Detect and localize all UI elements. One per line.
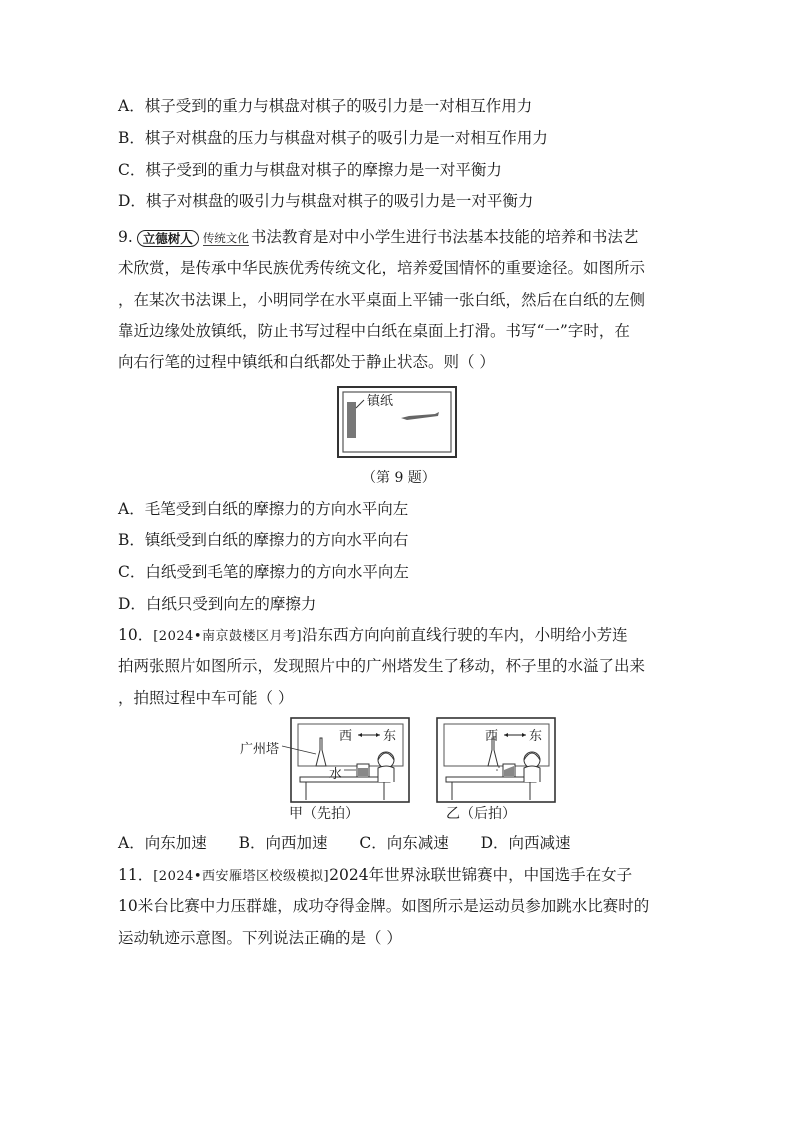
q9-figure-drawing — [337, 386, 457, 458]
q8-option-d: D．棋子对棋盘的吸引力与棋盘对棋子的吸引力是一对平衡力 — [118, 192, 534, 210]
q9-figure — [337, 386, 457, 458]
q10-figure — [240, 716, 560, 806]
q9-figure-caption: （第 9 题） — [362, 470, 436, 486]
q9-option-a: A．毛笔受到白纸的摩擦力的方向水平向左 — [118, 500, 409, 518]
q8-option-b: B．棋子对棋盘的压力与棋盘对棋子的吸引力是一对相互作用力 — [118, 129, 548, 147]
q11-stem-line-3: 运动轨迹示意图。下列说法正确的是（ ） — [118, 929, 402, 947]
q10-caption-left: 甲（先拍） — [289, 806, 359, 822]
q11-number: 11． — [118, 866, 154, 884]
q8-option-a: A．棋子受到的重力与棋盘对棋子的吸引力是一对相互作用力 — [118, 97, 533, 115]
q10-caption-right: 乙（后拍） — [446, 806, 516, 822]
q9-stem-text-1: 书法教育是对中小学生进行书法基本技能的培养和书法艺 — [250, 228, 639, 246]
q10-water-label: 水 — [329, 767, 343, 782]
q10-stem-line-1 — [118, 625, 628, 647]
q9-option-d: D．白纸只受到向左的摩擦力 — [118, 595, 317, 613]
q10-east-label-right: 东 — [529, 729, 543, 744]
q10-option-a: A．向东加速 — [118, 834, 207, 852]
q9-stem-line-2: 术欣赏，是传承中华民族优秀传统文化，培养爱国情怀的重要途径。如图所示 — [118, 259, 646, 277]
paperweight-shape — [347, 402, 356, 438]
q9-stem-line-1 — [118, 227, 638, 247]
q9-badge-main: 立德树人 — [137, 230, 199, 247]
q10-option-b: B．向西加速 — [238, 834, 328, 852]
q11-source-tag: [2024•西安雁塔区校级模拟] — [153, 869, 330, 884]
q11-stem-text-1: 2024年世界泳联世锦赛中，中国选手在女子 — [329, 866, 633, 884]
q9-figure-label: 镇纸 — [367, 394, 394, 409]
q11-stem-line-2: 10米台比赛中力压群雄，成功夺得金牌。如图所示是运动员参加跳水比赛时的 — [118, 897, 650, 915]
q11-stem-line-1 — [118, 865, 632, 887]
q10-east-label-left: 东 — [383, 729, 397, 744]
q9-stem-line-3: ，在某次书法课上，小明同学在水平桌面上平铺一张白纸，然后在白纸的左侧 — [118, 291, 646, 309]
q9-badge-sub: 传统文化 — [202, 230, 249, 245]
q9-option-c: C．白纸受到毛笔的摩擦力的方向水平向左 — [118, 563, 409, 581]
q10-stem-text-1: 沿东西方向向前直线行驶的车内，小明给小芳连 — [302, 626, 628, 644]
q10-option-d: D．向西减速 — [480, 834, 571, 852]
q9-stem-line-5: 向右行笔的过程中镇纸和白纸都处于静止状态。则（ ） — [118, 353, 495, 371]
q10-number: 10． — [118, 626, 154, 644]
q10-option-c: C．向东减速 — [359, 834, 449, 852]
q8-option-c: C．棋子受到的重力与棋盘对棋子的摩擦力是一对平衡力 — [118, 161, 502, 179]
q10-west-label-right: 西 — [485, 729, 499, 744]
q10-west-label-left: 西 — [339, 729, 353, 744]
q10-tower-label: 广州塔 — [240, 742, 280, 757]
q10-figure-drawing — [240, 716, 560, 806]
q9-badge — [137, 229, 249, 247]
q10-stem-line-2: 拍两张照片如图所示，发现照片中的广州塔发生了移动，杯子里的水溢了出来 — [118, 657, 646, 675]
q9-stem-line-4: 靠近边缘处放镇纸，防止书写过程中白纸在桌面上打滑。书写“一”字时，在 — [118, 322, 630, 340]
q10-stem-line-3: ，拍照过程中车可能（ ） — [118, 689, 294, 707]
q10-source-tag: [2024•南京鼓楼区月考] — [153, 629, 303, 644]
q10-options-row — [118, 833, 571, 853]
q9-number: 9. — [118, 228, 133, 246]
q9-option-b: B．镇纸受到白纸的摩擦力的方向水平向右 — [118, 531, 409, 549]
